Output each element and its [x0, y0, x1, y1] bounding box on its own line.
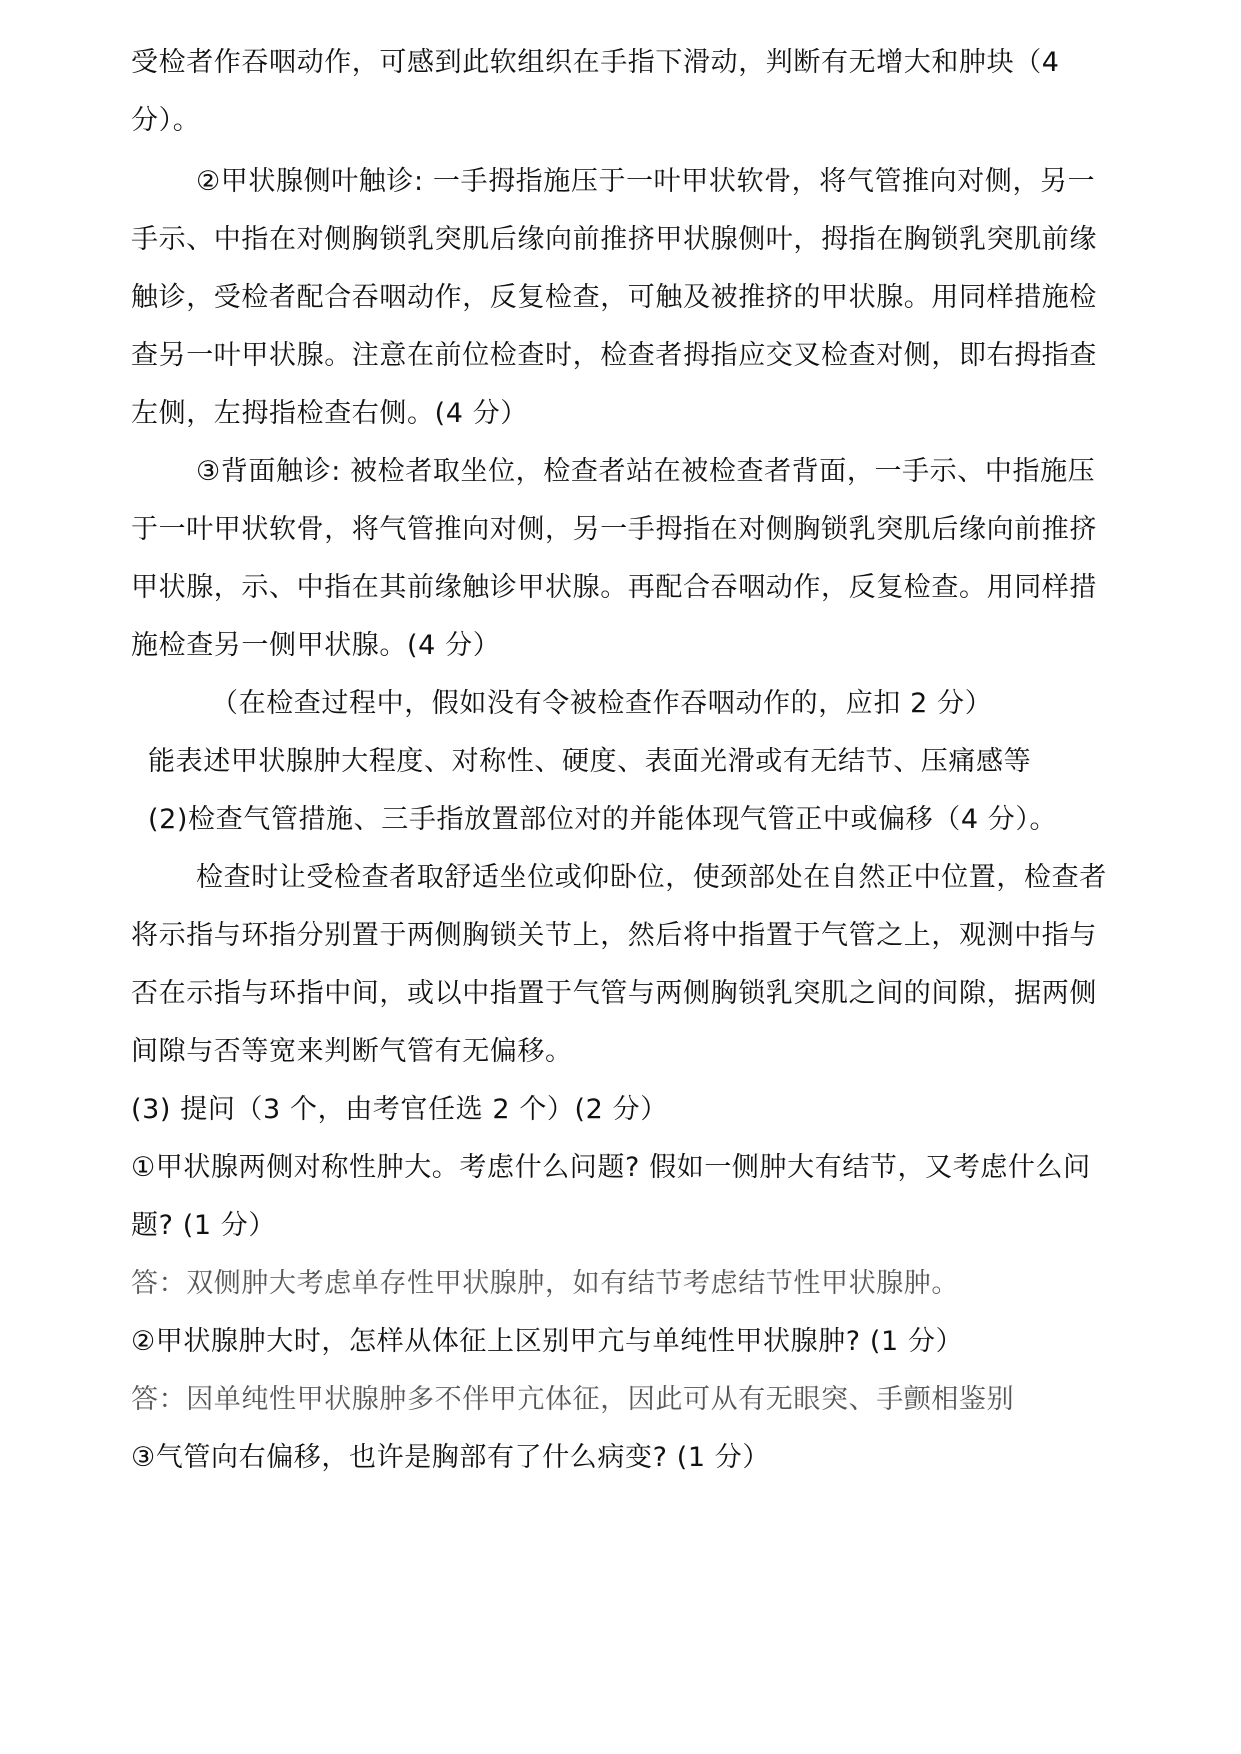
paragraph-line: 于一叶甲状软骨，将气管推向对侧，另一手拇指在对侧胸锁乳突肌后缘向前推挤 — [131, 514, 1097, 545]
question-line: ③气管向右偏移，也许是胸部有了什么病变? (1 分） — [131, 1442, 771, 1473]
answer-line: 答：因单纯性甲状腺肿多不伴甲亢体征，因此可从有无眼突、手颤相鉴别 — [131, 1384, 1015, 1415]
paragraph-line: ③背面触诊: 被检者取坐位，检查者站在被检查者背面，一手示、中指施压 — [196, 456, 1096, 487]
paragraph-line: 受检者作吞咽动作，可感到此软组织在手指下滑动，判断有无增大和肿块（4 — [131, 47, 1060, 78]
paragraph-line: 查另一叶甲状腺。注意在前位检查时，检查者拇指应交叉检查对侧，即右拇指查 — [131, 340, 1097, 371]
question-line: ②甲状腺肿大时，怎样从体征上区别甲亢与单纯性甲状腺肿? (1 分） — [131, 1326, 964, 1357]
paragraph-line: 将示指与环指分别置于两侧胸锁关节上，然后将中指置于气管之上，观测中指与 — [131, 920, 1097, 951]
question-line: 题? (1 分） — [131, 1210, 277, 1241]
paragraph-line: 分）。 — [131, 105, 201, 136]
note-line: （在检查过程中，假如没有令被检查作吞咽动作的，应扣 2 分） — [211, 688, 993, 719]
paragraph-line: 甲状腺，示、中指在其前缘触诊甲状腺。再配合吞咽动作，反复检查。用同样措 — [131, 572, 1097, 603]
question-line: ①甲状腺两侧对称性肿大。考虑什么问题? 假如一侧肿大有结节，又考虑什么问 — [131, 1152, 1091, 1183]
answer-line: 答：双侧肿大考虑单存性甲状腺肿，如有结节考虑结节性甲状腺肿。 — [131, 1268, 959, 1299]
paragraph-line: 施检查另一侧甲状腺。(4 分） — [131, 630, 501, 661]
paragraph-line: 间隙与否等宽来判断气管有无偏移。 — [131, 1036, 573, 1067]
paragraph-line: 左侧，左拇指检查右侧。(4 分） — [131, 398, 528, 429]
paragraph-line: 否在示指与环指中间，或以中指置于气管与两侧胸锁乳突肌之间的间隙，据两侧 — [131, 978, 1097, 1009]
paragraph-line: 触诊，受检者配合吞咽动作，反复检查，可触及被推挤的甲状腺。用同样措施检 — [131, 282, 1097, 313]
paragraph-line: 能表述甲状腺肿大程度、对称性、硬度、表面光滑或有无结节、压痛感等 — [148, 746, 1032, 777]
paragraph-line: 检查时让受检查者取舒适坐位或仰卧位，使颈部处在自然正中位置，检查者 — [196, 862, 1107, 893]
section-heading: (3) 提问（3 个，由考官任选 2 个）(2 分） — [131, 1094, 668, 1125]
paragraph-line: ②甲状腺侧叶触诊: 一手拇指施压于一叶甲状软骨，将气管推向对侧，另一 — [196, 166, 1096, 197]
section-heading: (2)检查气管措施、三手指放置部位对的并能体现气管正中或偏移（4 分）。 — [148, 804, 1058, 835]
paragraph-line: 手示、中指在对侧胸锁乳突肌后缘向前推挤甲状腺侧叶，拇指在胸锁乳突肌前缘 — [131, 224, 1097, 255]
